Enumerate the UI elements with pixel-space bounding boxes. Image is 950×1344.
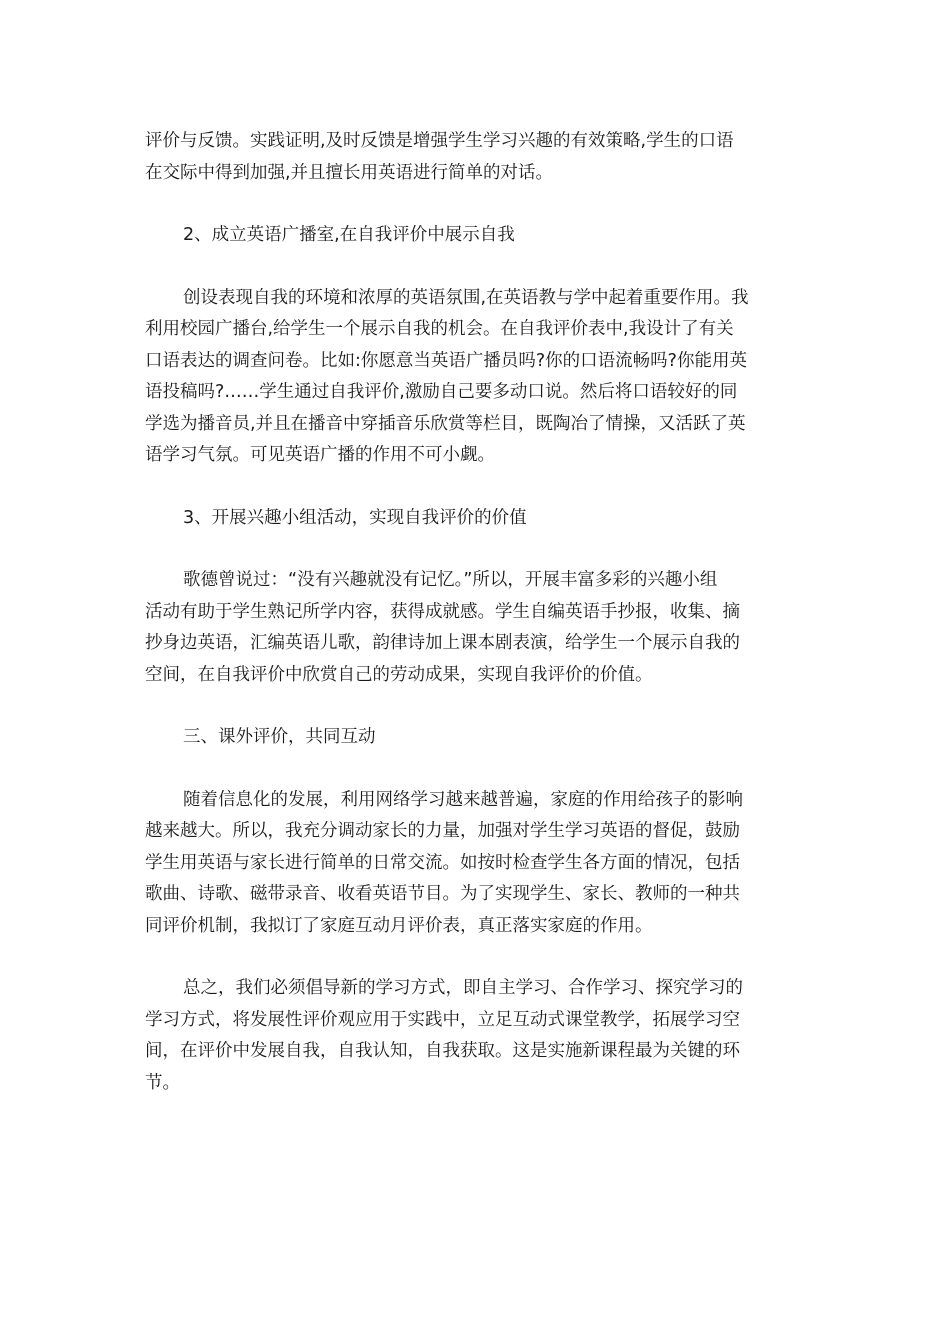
section-heading-interest-groups: 3、开展兴趣小组活动，实现自我评价的价值 [183, 507, 527, 528]
document-body [145, 126, 807, 1130]
text-line: 节。 [145, 1072, 180, 1093]
text-line: 在交际中得到加强,并且擅长用英语进行简单的对话。 [145, 162, 554, 183]
text-line: 随着信息化的发展，利用网络学习越来越普遍，家庭的作用给孩子的影响 [183, 789, 743, 810]
text-line: 抄身边英语，汇编英语儿歌，韵律诗加上课本剧表演，给学生一个展示自我的 [145, 633, 740, 653]
text-line: 活动有助于学生熟记所学内容，获得成就感。学生自编英语手抄报，收集、摘 [145, 601, 740, 622]
paragraph-interest-groups [145, 565, 807, 691]
text-line: 总之，我们必须倡导新的学习方式，即自主学习、合作学习、探究学习的 [183, 978, 743, 998]
text-line: 歌德曾说过：“没有兴趣就没有记忆。”所以，开展丰富多彩的兴趣小组 [183, 570, 718, 590]
text-line: 利用校园广播台,给学生一个展示自我的机会。在自我评价表中,我设计了有关 [145, 319, 734, 339]
text-line: 间，在评价中发展自我，自我认知，自我获取。这是实施新课程最为关键的环 [145, 1041, 740, 1061]
paragraph-feedback-continuation [145, 126, 807, 189]
text-line: 同评价机制，我拟订了家庭互动月评价表，真正落实家庭的作用。 [145, 915, 653, 936]
text-line: 语投稿吗?……学生通过自我评价,激励自己要多动口说。然后将口语较好的同 [145, 382, 738, 402]
text-line: 越来越大。所以，我充分调动家长的力量，加强对学生学习英语的督促，鼓励 [145, 821, 740, 841]
text-line: 学生用英语与家长进行简单的日常交流。如按时检查学生各方面的情况，包括 [145, 852, 740, 873]
section-heading-broadcast-room: 2、成立英语广播室,在自我评价中展示自我 [183, 225, 515, 245]
paragraph-conclusion [145, 973, 807, 1099]
text-line: 学习方式，将发展性评价观应用于实践中，立足互动式课堂教学，拓展学习空 [145, 1009, 740, 1030]
text-line: 学选为播音员,并且在播音中穿插音乐欣赏等栏目，既陶冶了情操，又活跃了英 [145, 413, 746, 434]
text-line: 语学习气氛。可见英语广播的作用不可小觑。 [145, 445, 495, 465]
text-line: 创设表现自我的环境和浓厚的英语氛围,在英语教与学中起着重要作用。我 [183, 287, 749, 308]
text-line: 歌曲、诗歌、磁带录音、收看英语节目。为了实现学生、家长、教师的一种共 [145, 884, 740, 904]
paragraph-broadcast [145, 283, 807, 472]
text-line: 评价与反馈。实践证明,及时反馈是增强学生学习兴趣的有效策略,学生的口语 [145, 131, 734, 151]
text-line: 空间，在自我评价中欣赏自己的劳动成果，实现自我评价的价值。 [145, 664, 653, 685]
paragraph-extracurricular [145, 785, 807, 943]
section-heading-extracurricular: 三、课外评价，共同互动 [183, 727, 376, 747]
text-line: 口语表达的调查问卷。比如:你愿意当英语广播员吗?你的口语流畅吗?你能用英 [145, 350, 747, 371]
